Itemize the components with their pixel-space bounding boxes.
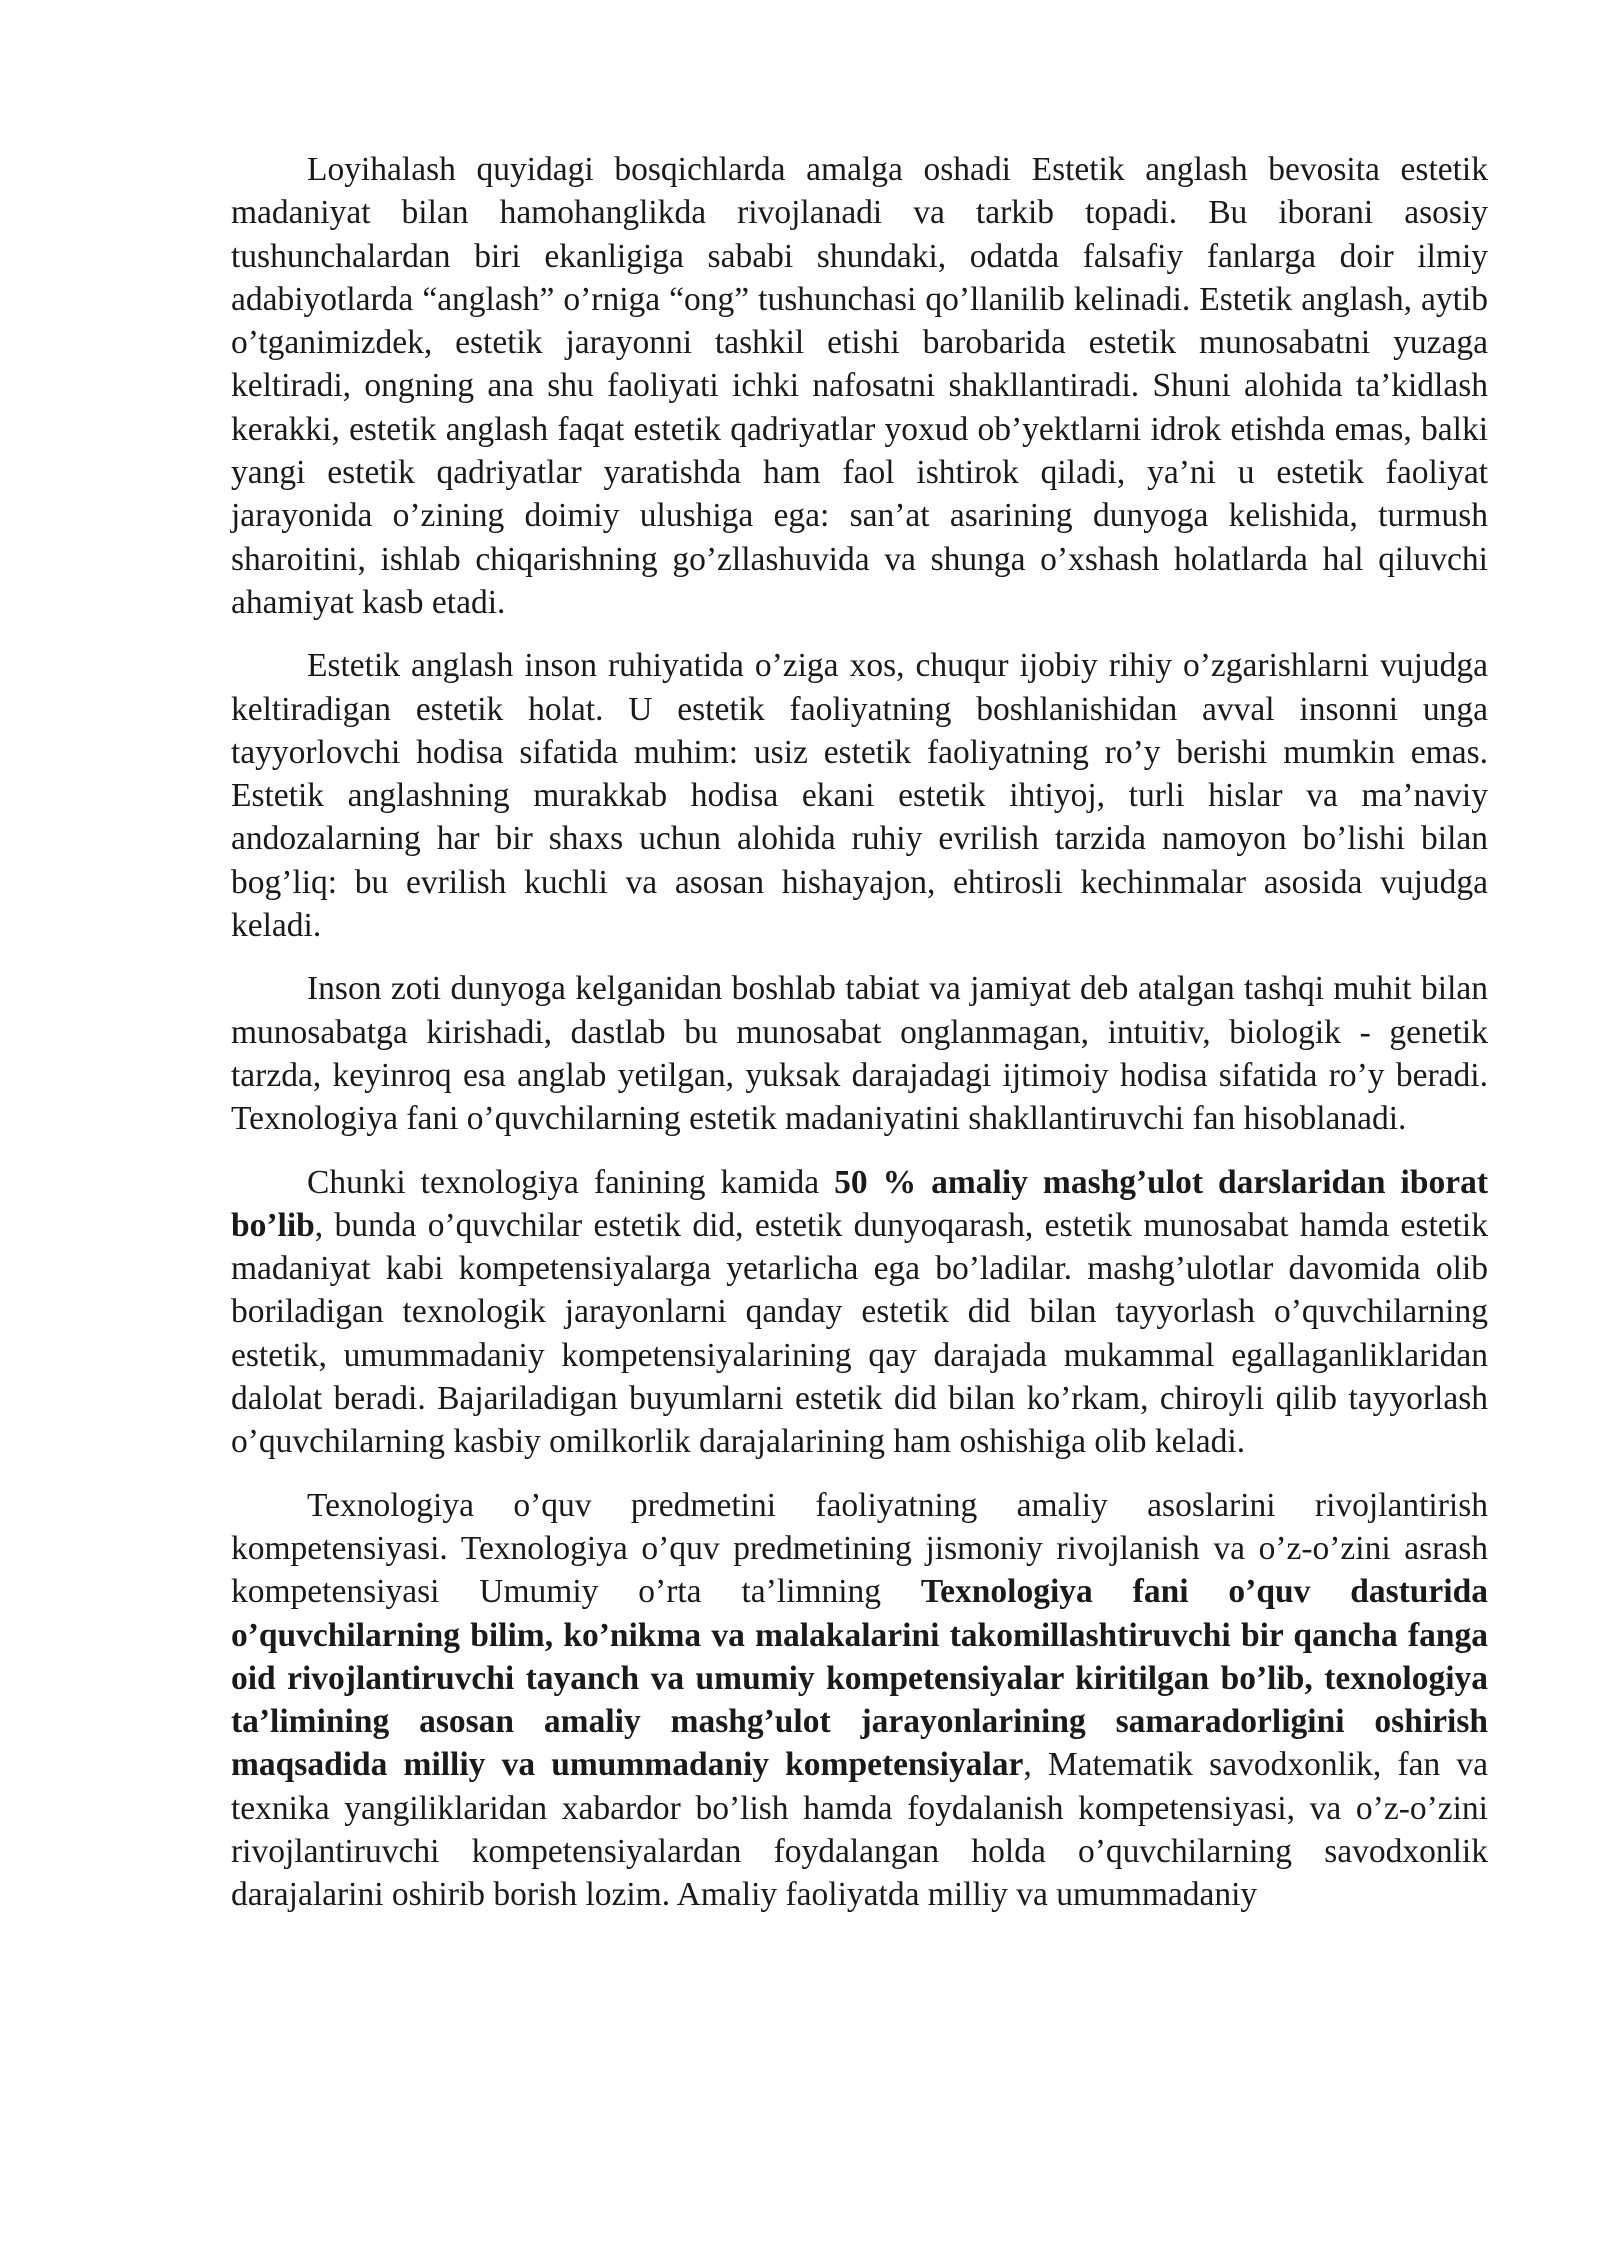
document-page xyxy=(231,148,1488,1917)
paragraph-1 xyxy=(231,148,1488,624)
paragraph-text: Chunki texnologiya fanining kamida xyxy=(307,1163,835,1201)
bold-emphasis: 50 % amaliy mashg’ulot darslaridan iborat bo’lib xyxy=(231,1163,1489,1244)
paragraph-text: Estetik anglash inson ruhiyatida o’ziga xos, chuqur ijobiy rihiy o’zgarishlarni vujudga keltiradigan estetik holat. U estetik faoliyatning boshlanishidan avval insonni unga tayyorlovchi hodisa sifatida muhim: usiz estetik faoliyatning ro’y berishi mumkin emas. Estetik anglashning murakkab hodisa ekani estetik ihtiyoj, turli hislar va ma’naviy andozalarning har bir shaxs uchun alohida ruhiy evrilish tarzida namoyon bo’lishi bilan bog’liq: bu evrilish kuchli va asosan hishayajon, ehtirosli kechinmalar asosida vujudga keladi. xyxy=(231,647,1488,945)
paragraph-text: , bunda o’quvchilar estetik did, estetik dunyoqarash, estetik munosabat hamda estetik madaniyat kabi kompetensiyalarga yetarlicha ega bo’ladilar. mashg’ulotlar davomida olib boriladigan texnologik jarayonlarni qanday estetik did bilan tayyorlash o’quvchilarning estetik, umummadaniy kompetensiyalarining qay darajada mukammal egallaganliklaridan dalolat beradi. Bajariladigan buyumlarni estetik did bilan ko’rkam, chiroyli qilib tayyorlash o’quvchilarning kasbiy omilkorlik darajalarining ham oshishiga olib keladi. xyxy=(231,1206,1488,1461)
paragraph-2 xyxy=(231,644,1488,947)
paragraph-text: , Matematik savodxonlik, fan va texnika yangiliklaridan xabardor bo’lish hamda foydalanish kompetensiyasi, va o’z-o’zini rivojlantiruvchi kompetensiyalardan foydalangan holda o’quvchilarning savodxonlik darajalarini oshirib borish lozim. Amaliy faoliyatda milliy va umummadaniy xyxy=(231,1746,1488,1914)
paragraph-text: Loyihalash quyidagi bosqichlarda amalga oshadi Estetik anglash bevosita estetik madaniyat bilan hamohanglikda rivojlanadi va tarkib topadi. Bu iborani asosiy tushunchalardan biri ekanligiga sababi shundaki, odatda falsafiy fanlarga doir ilmiy adabiyotlarda “anglash” o’rniga “ong” tushunchasi qo’llanilib kelinadi. Estetik anglash, aytib o’tganimizdek, estetik jarayonni tashkil etishi barobarida estetik munosabatni yuzaga keltiradi, ongning ana shu faoliyati ichki nafosatni shakllantiradi. Shuni alohida ta’kidlash kerakki, estetik anglash faqat estetik qadriyatlar yoxud ob’yektlarni idrok etishda emas, balki yangi estetik qadriyatlar yaratishda ham faol ishtirok qiladi, ya’ni u estetik faoliyat jarayonida o’zining doimiy ulushiga ega: san’at asarining dunyoga kelishida, turmush sharoitini, ishlab chiqarishning go’zllashuvida va shunga o’xshash holatlarda hal qiluvchi ahamiyat kasb etadi. xyxy=(231,151,1488,621)
paragraph-text: Inson zoti dunyoga kelganidan boshlab tabiat va jamiyat deb atalgan tashqi muhit bilan munosabatga kirishadi, dastlab bu munosabat onglanmagan, intuitiv, biologik - genetik tarzda, keyinroq esa anglab yetilgan, yuksak darajadagi ijtimoiy hodisa sifatida ro’y beradi. Texnologiya fani o’quvchilarning estetik madaniyatini shakllantiruvchi fan hisoblanadi. xyxy=(231,970,1488,1138)
paragraph-4 xyxy=(231,1161,1488,1464)
paragraph-3 xyxy=(231,967,1488,1140)
paragraph-text: Texnologiya o’quv predmetini faoliyatning amaliy asoslarini rivojlantirish kompetensiyasi. Texnologiya o’quv predmetining jismoniy rivojlanish va o’z-o’zini asrash kompetensiyasi Umumiy o’rta ta’limning xyxy=(231,1486,1488,1611)
paragraph-5 xyxy=(231,1484,1488,1917)
bold-emphasis: Texnologiya fani o’quv dasturida o’quvchilarning bilim, ko’nikma va malakalarini takomillashtiruvchi bir qancha fanga oid rivojlantiruvchi tayanch va umumiy kompetensiyalar kiritilgan bo’lib, texnologiya ta’limining asosan amaliy mashg’ulot jarayonlarining samaradorligini oshirish maqsadida milliy va umummadaniy kompetensiyalar xyxy=(231,1573,1488,1784)
